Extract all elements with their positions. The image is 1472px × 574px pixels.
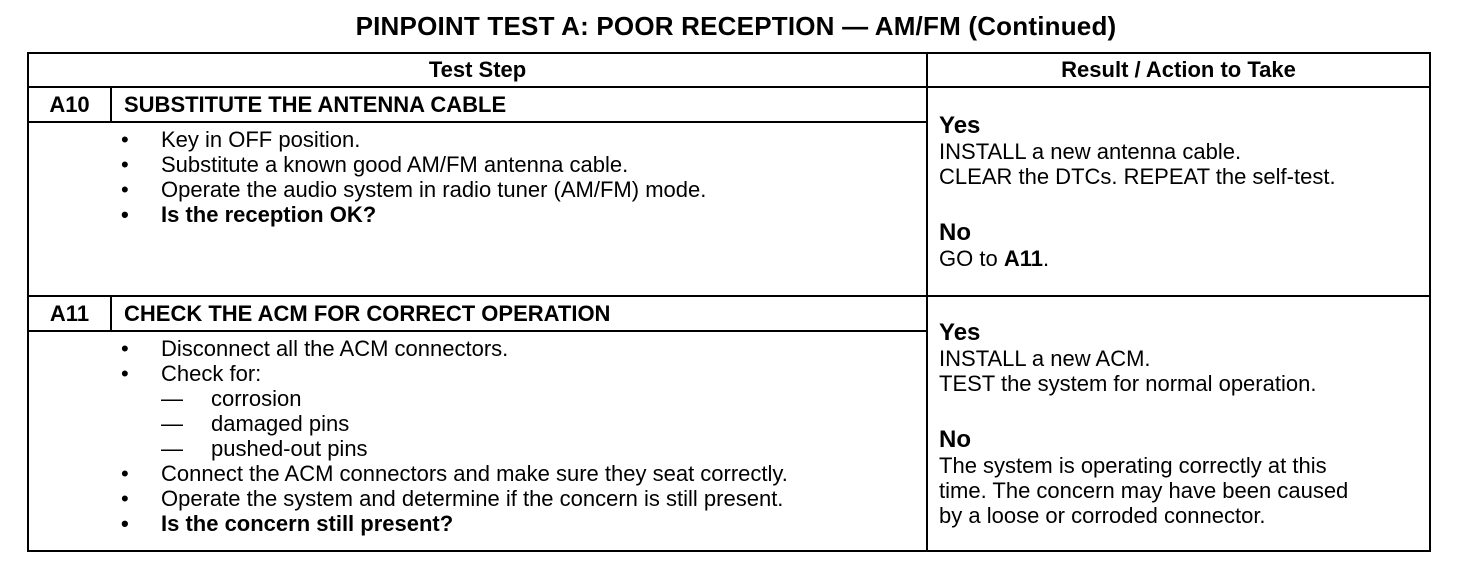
yes-line-a11-1: INSTALL a new ACM. (939, 346, 1151, 371)
no-line-a11-2: time. The concern may have been caused (939, 478, 1349, 503)
bullet-icon: • (121, 202, 129, 227)
step-number-a10: A10 (28, 87, 111, 122)
step-body-a10 (28, 122, 927, 296)
no-line-a10 (939, 246, 1429, 271)
no-label-a11: No (939, 426, 972, 453)
sub-list-item: — damaged pins (161, 411, 350, 436)
test-step-header: Test Step (28, 53, 927, 87)
bullet-icon: • (121, 486, 129, 511)
no-line-a11-3: by a loose or corroded connector. (939, 503, 1266, 528)
step-items-a10 (29, 127, 926, 227)
list-item-question: • Is the reception OK? (121, 202, 377, 227)
list-item: • Check for: (121, 361, 262, 386)
page-title: PINPOINT TEST A: POOR RECEPTION — AM/FM (Continued) (355, 11, 1117, 41)
bullet-icon: • (121, 152, 129, 177)
no-label-a10: No (939, 219, 972, 246)
no-line-a11-1: The system is operating correctly at this (939, 453, 1327, 478)
list-item: • Substitute a known good AM/FM antenna cable. (121, 152, 629, 177)
bullet-icon: • (121, 336, 129, 361)
yes-line-a11-2: TEST the system for normal operation. (939, 371, 1317, 396)
result-a11 (927, 296, 1430, 551)
yes-label-a11: Yes (939, 319, 981, 346)
header-row (28, 53, 1430, 87)
sub-list-item: — corrosion (161, 386, 302, 411)
pinpoint-test-table (27, 52, 1431, 552)
bullet-icon: • (121, 511, 129, 536)
step-items-a11 (29, 336, 926, 536)
bullet-icon: • (121, 127, 129, 152)
bullet-icon: • (121, 461, 129, 486)
list-item: • Operate the audio system in radio tuner (AM/FM) mode. (121, 177, 707, 202)
yes-line-a10-2: CLEAR the DTCs. REPEAT the self-test. (939, 164, 1336, 189)
step-title-a11: CHECK THE ACM FOR CORRECT OPERATION (111, 296, 927, 331)
list-item: • Key in OFF position. (121, 127, 361, 152)
step-a10-title-row (28, 87, 1430, 122)
result-a10 (927, 87, 1430, 296)
yes-line-a10-1: INSTALL a new antenna cable. (939, 139, 1242, 164)
list-item: • Connect the ACM connectors and make sure they seat correctly. (121, 461, 788, 486)
dash-icon: — (161, 411, 183, 436)
bullet-icon: • (121, 361, 129, 386)
yes-label-a10: Yes (939, 112, 981, 139)
no-ref-a10: A11 (1003, 246, 1043, 271)
step-title-a10: SUBSTITUTE THE ANTENNA CABLE (111, 87, 927, 122)
dash-icon: — (161, 386, 183, 411)
no-prefix-a10: GO to (939, 246, 1004, 271)
list-item: • Disconnect all the ACM connectors. (121, 336, 509, 361)
dash-icon: — (161, 436, 183, 461)
step-number-a11: A11 (28, 296, 111, 331)
list-item: • Operate the system and determine if the concern is still present. (121, 486, 784, 511)
step-a11-title-row (28, 296, 1430, 331)
sub-list-item: — pushed-out pins (161, 436, 368, 461)
bullet-icon: • (121, 177, 129, 202)
step-body-a11 (28, 331, 927, 551)
no-suffix-a10: . (1042, 246, 1050, 271)
list-item-question: • Is the concern still present? (121, 511, 454, 536)
result-header: Result / Action to Take (927, 53, 1430, 87)
